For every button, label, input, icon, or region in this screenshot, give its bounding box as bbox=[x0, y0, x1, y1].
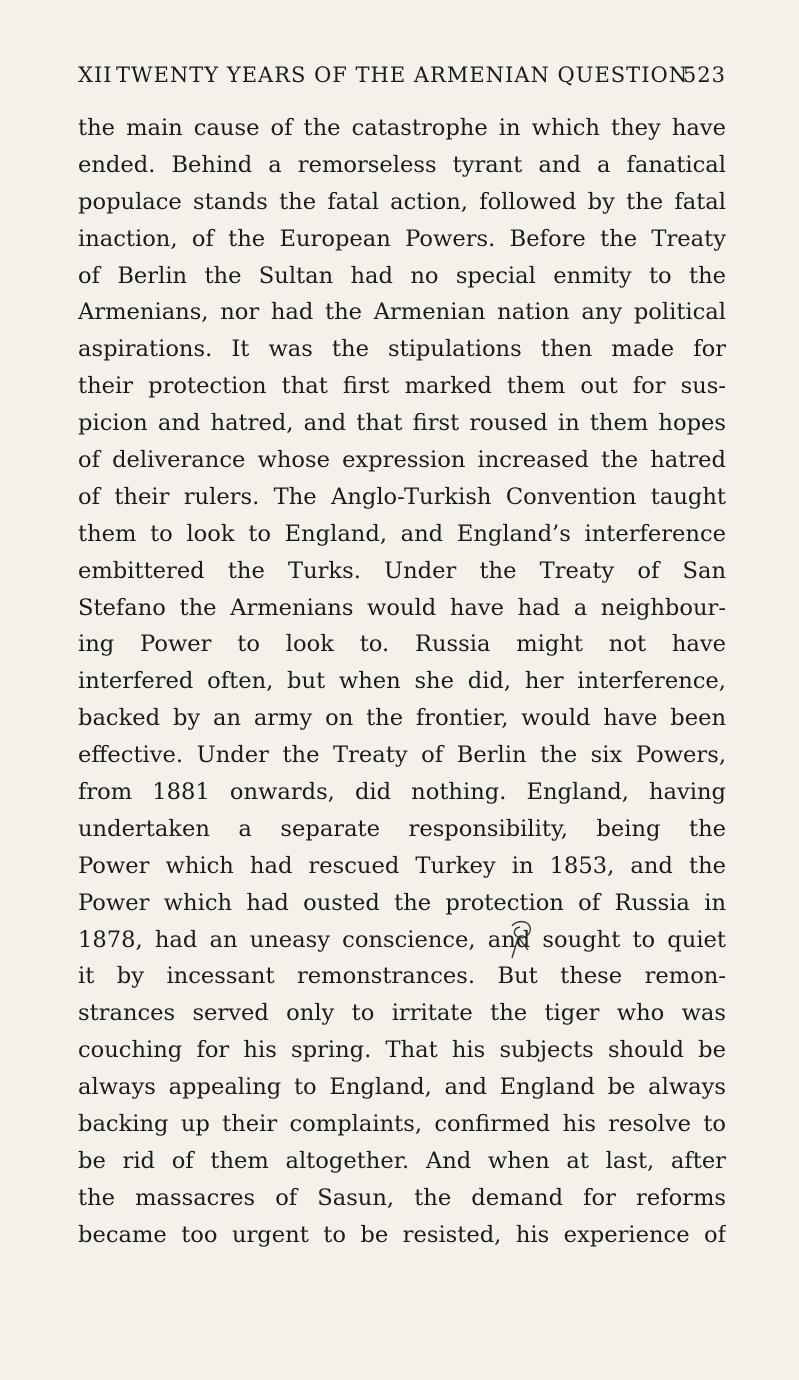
text-line: inaction, of the European Powers. Before the Treaty bbox=[78, 225, 726, 252]
text-line: populace stands the fatal action, followed by the fatal bbox=[78, 188, 726, 215]
text-line: Armenians, nor had the Armenian nation any political bbox=[78, 299, 726, 326]
text-line: Power which had rescued Turkey in 1853, and the bbox=[78, 852, 726, 879]
page-number: 523 bbox=[682, 63, 726, 87]
body-text bbox=[78, 110, 726, 1254]
text-line: 1878, had an uneasy conscience, and sought to quiet bbox=[78, 926, 726, 953]
text-line: them to look to England, and England’s interference bbox=[78, 520, 726, 547]
text-line: embittered the Turks. Under the Treaty of San bbox=[78, 557, 726, 584]
text-line: interfered often, but when she did, her interference, bbox=[78, 668, 726, 695]
text-line: their protection that first marked them out for sus- bbox=[78, 373, 726, 400]
text-line: ing Power to look to. Russia might not have bbox=[78, 631, 726, 658]
text-line: always appealing to England, and England be always bbox=[78, 1074, 726, 1101]
text-line: picion and hatred, and that first roused in them hopes bbox=[78, 410, 726, 437]
text-line: Power which had ousted the protection of Russia in bbox=[78, 889, 726, 916]
text-line: backing up their complaints, confirmed his resolve to bbox=[78, 1111, 726, 1138]
text-line: couching for his spring. That his subjects should be bbox=[78, 1037, 726, 1064]
text-line: it by incessant remonstrances. But these remon- bbox=[78, 963, 726, 990]
text-line: ended. Behind a remorseless tyrant and a fanatical bbox=[78, 151, 726, 178]
text-line: of deliverance whose expression increased the hatred bbox=[78, 447, 726, 474]
text-line: undertaken a separate responsibility, being the bbox=[78, 815, 726, 842]
chapter-number: XII bbox=[78, 63, 113, 87]
text-line: be rid of them altogether. And when at last, after bbox=[78, 1147, 726, 1174]
text-line: became too urgent to be resisted, his experience of bbox=[78, 1221, 726, 1248]
text-line: the massacres of Sasun, the demand for reforms bbox=[78, 1184, 726, 1211]
text-line: the main cause of the catastrophe in which they have bbox=[78, 115, 726, 141]
text-line: of Berlin the Sultan had no special enmity to the bbox=[78, 262, 726, 289]
text-line: effective. Under the Treaty of Berlin the six Powers, bbox=[78, 742, 726, 769]
running-title: TWENTY YEARS OF THE ARMENIAN QUESTION bbox=[116, 63, 689, 87]
running-head bbox=[78, 62, 726, 88]
text-line: strances served only to irritate the tiger who was bbox=[78, 1000, 726, 1027]
text-line: backed by an army on the frontier, would have been bbox=[78, 705, 726, 732]
text-line: from 1881 onwards, did nothing. England, having bbox=[78, 779, 726, 806]
text-line: of their rulers. The Anglo-Turkish Convention taught bbox=[78, 483, 726, 510]
text-line: aspirations. It was the stipulations then made for bbox=[78, 336, 726, 363]
text-line: Stefano the Armenians would have had a neighbour- bbox=[78, 594, 726, 621]
